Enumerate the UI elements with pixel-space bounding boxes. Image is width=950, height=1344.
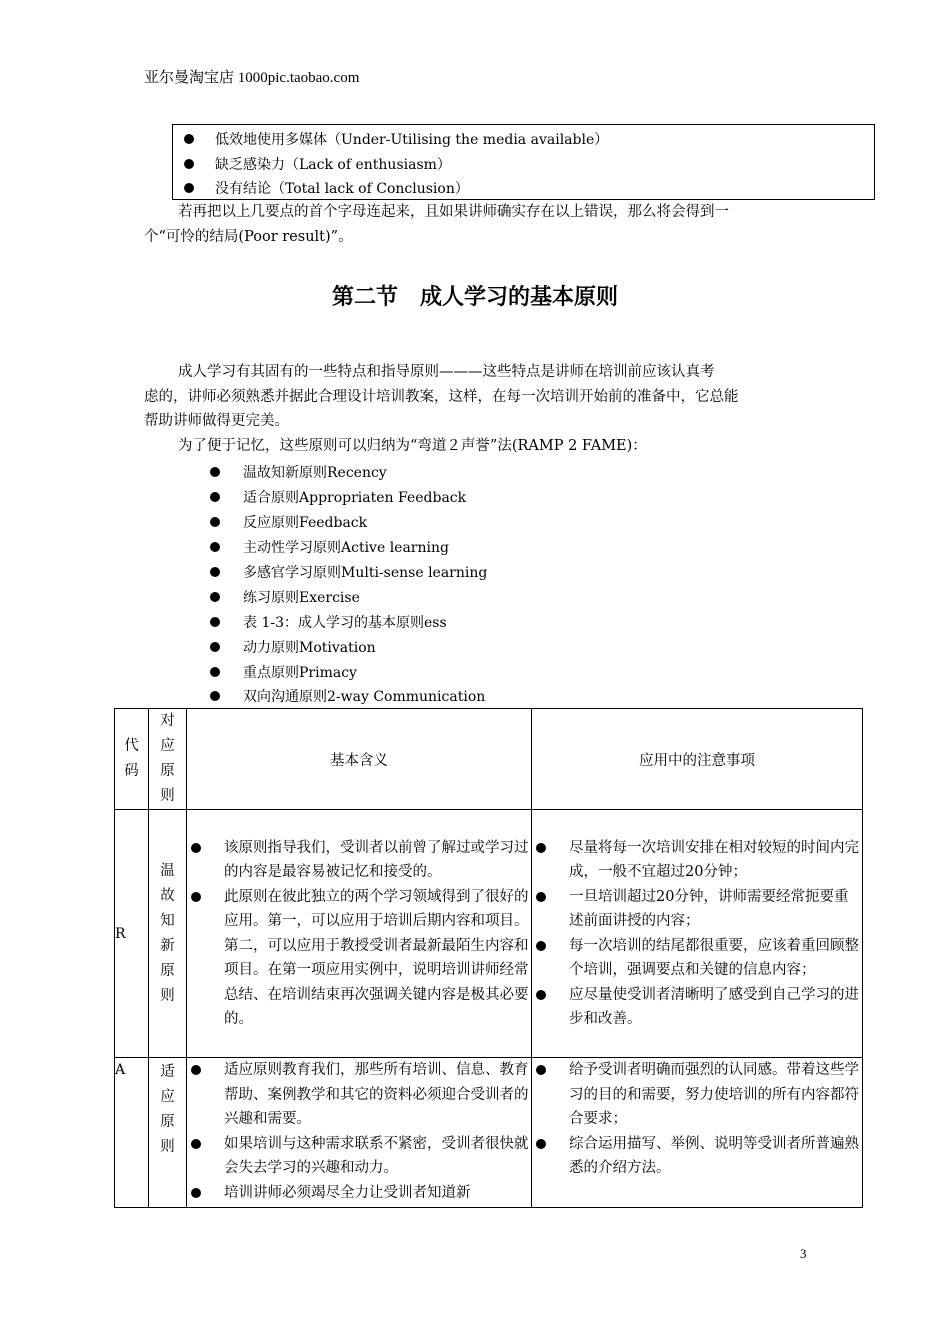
bullet-icon: [210, 467, 220, 477]
table-row: [115, 1058, 863, 1208]
list-item-text: 温故知新原则Recency: [243, 465, 387, 482]
list-item: [210, 684, 487, 709]
bullet-icon: [184, 159, 194, 169]
list-item: [210, 510, 487, 535]
row-principle: 适 应 原 则: [149, 1058, 187, 1208]
section-title: 第二节 成人学习的基本原则: [331, 285, 618, 310]
row-meaning: [187, 810, 532, 1058]
row-code: R: [115, 810, 149, 1058]
list-item: [210, 560, 487, 585]
paragraph-line: 若再把以上几要点的首个字母连起来，且如果讲师确实存在以上错误，那么将会得到一: [178, 204, 729, 220]
list-item: 给予受训者明确而强烈的认同感。带着这些学习的目的和需要，努力使培训的所有内容都符合要求；: [532, 1058, 862, 1132]
list-item: [210, 659, 487, 684]
row-code: A: [115, 1058, 149, 1208]
bullet-icon: [210, 517, 220, 527]
table-header-row: [115, 709, 863, 810]
list-item: 如果培训与这种需求联系不紧密，受训者很快就会失去学习的兴趣和动力。: [187, 1132, 531, 1181]
list-item-text: 练习原则Exercise: [243, 589, 360, 606]
list-item: 适应原则教育我们，那些所有培训、信息、教育帮助、案例教学和其它的资料必须迎合受训者的兴趣和需要。: [187, 1058, 531, 1132]
list-item-text: 主动性学习原则Active learning: [243, 540, 449, 557]
list-item: [173, 152, 874, 177]
bullet-icon: [210, 567, 220, 577]
table-row: [115, 810, 863, 1058]
row-meaning: [187, 1058, 532, 1208]
list-item: [210, 634, 487, 659]
list-item: 一旦培训超过20分钟，讲师需要经常扼要重述前面讲授的内容；: [532, 885, 862, 934]
header-shop-text: 亚尔曼淘宝店 1000pic.taobao.com: [144, 70, 360, 86]
list-item-text: 缺乏感染力（Lack of enthusiasm）: [215, 156, 451, 173]
header-meaning: 基本含义: [187, 709, 532, 810]
page-number: 3: [800, 1246, 807, 1261]
list-item: 综合运用描写、举例、说明等受训者所普遍熟悉的介绍方法。: [532, 1132, 862, 1181]
list-item-text: 双向沟通原则2-way Communication: [243, 689, 486, 706]
bullet-icon: [536, 1139, 546, 1149]
bullet-icon: [536, 941, 546, 951]
list-item-text: 重点原则Primacy: [243, 664, 357, 681]
header-principle: 对 应 原 则: [149, 709, 187, 810]
bullet-icon: [210, 542, 220, 552]
bullet-icon: [536, 1065, 546, 1075]
list-item: 应尽量使受训者清晰明了感受到自己学习的进步和改善。: [532, 983, 862, 1032]
bullet-icon: [536, 843, 546, 853]
list-item: 此原则在彼此独立的两个学习领域得到了很好的应用。第一，可以应用于培训后期内容和项目。第二，可以应用于教授受训者最新最陌生内容和项目。在第一项应用实例中，说明培训讲师经常总结、在培训结束再次强调关键内容是极其必要的。: [187, 885, 531, 1032]
principles-list: [210, 460, 487, 709]
list-item-text: 适合原则Appropriaten Feedback: [243, 490, 467, 507]
bullet-icon: [191, 843, 201, 853]
list-item: [210, 584, 487, 609]
paragraph-line: 个“可怜的结局(Poor result)”。: [144, 228, 353, 245]
list-item: [210, 485, 487, 510]
bullet-icon: [191, 1139, 201, 1149]
list-item: [210, 535, 487, 560]
header-code: 代 码: [115, 709, 149, 810]
paragraph-poor-result: [144, 200, 729, 249]
bullet-icon: [184, 183, 194, 193]
paragraph-intro-principles: [144, 360, 739, 458]
list-item: [173, 176, 874, 201]
intro-boxed-list: [172, 124, 875, 200]
list-item-text: 反应原则Feedback: [243, 515, 368, 532]
list-item: 该原则指导我们，受训者以前曾了解过或学习过的内容是最容易被记忆和接受的。: [187, 836, 531, 885]
bullet-icon: [210, 617, 220, 627]
list-item: 每一次培训的结尾都很重要，应该着重回顾整个培训，强调要点和关键的信息内容；: [532, 934, 862, 983]
bullet-icon: [210, 592, 220, 602]
list-item-text: 低效地使用多媒体（Under-Utilising the media available）: [215, 132, 609, 149]
bullet-icon: [210, 492, 220, 502]
paragraph-line: 成人学习有其固有的一些特点和指导原则———这些特点是讲师在培训前应该认真考: [178, 364, 715, 380]
list-item: 尽量将每一次培训安排在相对较短的时间内完成，一般不宜超过20分钟；: [532, 836, 862, 885]
paragraph-line: 为了便于记忆，这些原则可以归纳为“弯道２声誉”法(RAMP 2 FAME)：: [178, 437, 647, 454]
bullet-icon: [184, 134, 194, 144]
bullet-icon: [191, 1188, 201, 1198]
row-principle: 温 故 知 新 原 则: [149, 810, 187, 1058]
bullet-icon: [536, 990, 546, 1000]
bullet-icon: [536, 892, 546, 902]
list-item-text: 没有结论（Total lack of Conclusion）: [215, 181, 469, 198]
bullet-icon: [210, 667, 220, 677]
paragraph-line: 帮助讲师做得更完美。: [144, 413, 289, 429]
bullet-icon: [210, 691, 220, 701]
header-notes: 应用中的注意事项: [532, 709, 863, 810]
row-notes: [532, 810, 863, 1058]
row-notes: [532, 1058, 863, 1208]
list-item: 培训讲师必须竭尽全力让受训者知道新: [187, 1181, 531, 1206]
bullet-icon: [191, 1065, 201, 1075]
list-item: [210, 460, 487, 485]
list-item-text: 表 1-3：成人学习的基本原则ess: [243, 614, 447, 631]
list-item: [173, 127, 874, 152]
list-item-text: 多感官学习原则Multi-sense learning: [243, 565, 488, 581]
paragraph-line: 虑的，讲师必须熟悉并据此合理设计培训教案，这样，在每一次培训开始前的准备中，它总能: [144, 388, 739, 405]
list-item: [210, 609, 487, 634]
list-item-text: 动力原则Motivation: [243, 639, 376, 656]
bullet-icon: [210, 642, 220, 652]
principles-table: [114, 708, 863, 1208]
bullet-icon: [191, 892, 201, 902]
